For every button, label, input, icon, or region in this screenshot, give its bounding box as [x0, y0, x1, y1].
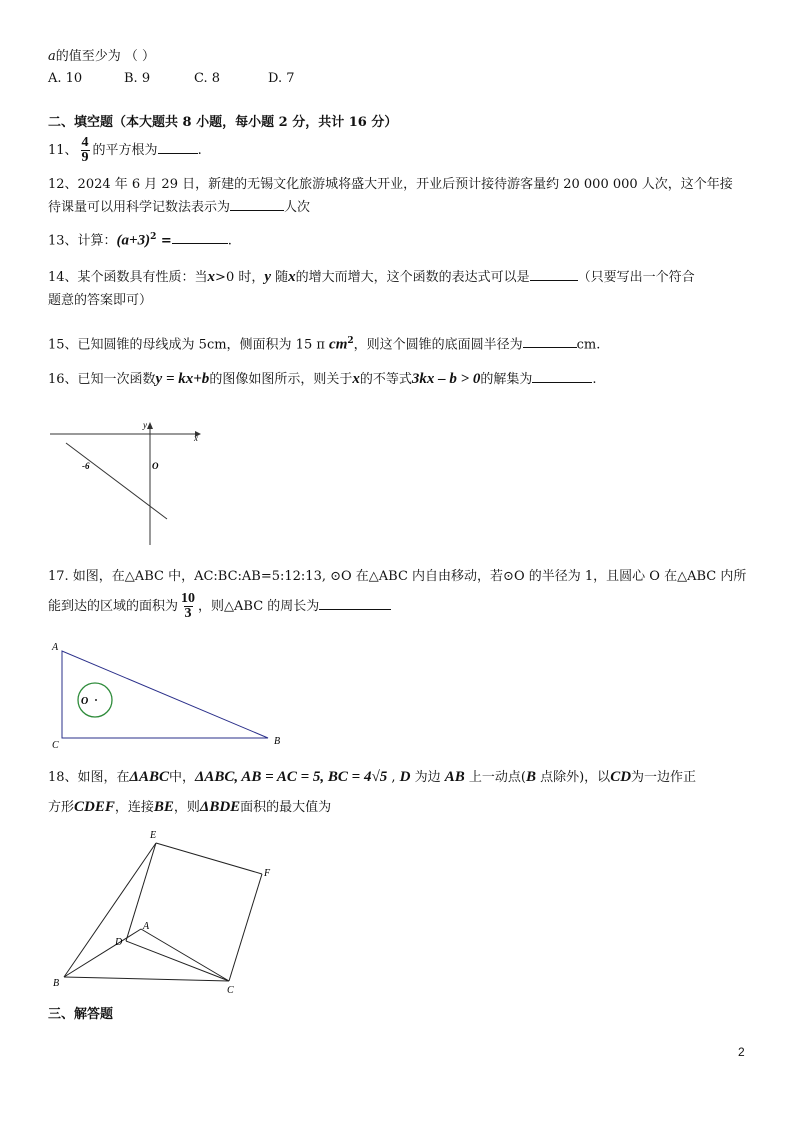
q18-cond: ΔABC, AB = AC = 5, BC = 4√5: [194, 769, 388, 785]
q18-label-d: D: [115, 937, 123, 948]
q10-var: a: [48, 49, 56, 64]
q18-p4: 为边: [410, 770, 445, 785]
q11-frac-num: 4: [81, 135, 89, 150]
q10-option-d: D. 7: [268, 71, 295, 86]
q18-tri1: ΔABC: [129, 769, 169, 785]
q15-unit: cm: [329, 336, 348, 353]
q12-line1: 12、2024 年 6 月 29 日，新建的无锡文化旅游城将盛大开业，开业后预计接待游客量约 20 000 000 人次，这个年接: [48, 177, 733, 192]
q16-p1: 16、已知一次函数: [48, 372, 156, 387]
q18-label-e: E: [150, 830, 157, 841]
q16-y-label: y: [143, 420, 147, 430]
q18-p3: ,: [387, 770, 400, 785]
q14-p3: 随: [271, 270, 289, 285]
q17-center-dot: [95, 699, 97, 701]
q12-line2-a: 待课量可以用科学记数法表示为: [48, 200, 231, 215]
q13-eq: =: [156, 233, 172, 249]
q14-x2: x: [288, 269, 296, 285]
q11-num: 11、: [48, 143, 78, 158]
q10-paren: （ ）: [124, 49, 156, 64]
q17-p1: 能到达的区域的面积为: [48, 599, 179, 614]
q16-y-arrow: [147, 422, 153, 429]
q16-dot: .: [592, 372, 597, 387]
q16-x-label: x: [194, 433, 198, 443]
q15-p3: cm.: [576, 337, 601, 353]
q18-label-f: F: [264, 868, 271, 879]
q17-fraction: [181, 592, 195, 621]
q18-geometry: [64, 843, 262, 981]
q16-p2: 的图像如图所示，则关于: [209, 372, 353, 387]
q17-label-c: C: [52, 740, 59, 751]
q17-triangle: [62, 651, 268, 738]
q18-line2: [48, 798, 331, 817]
q18-b: B: [525, 769, 536, 785]
q12-line2-b: 人次: [284, 200, 311, 215]
q17-line2: [48, 592, 391, 622]
q15-sup: 2: [347, 336, 354, 346]
q17-label-b: B: [274, 736, 281, 747]
q13-sup: 2: [150, 232, 157, 242]
q18-p6: 点除外)，以: [535, 770, 611, 785]
q17-frac-num: 10: [181, 591, 196, 606]
q18-cdef: CDEF: [74, 799, 115, 815]
q15-p2: ，则这个圆锥的底面圆半径为: [353, 337, 523, 353]
q18-p5: 上一动点(: [464, 770, 526, 785]
q11-text: 的平方根为: [92, 143, 158, 158]
q16-expr2: 3kx – b > 0: [411, 371, 481, 387]
q14-y: y: [264, 269, 272, 285]
q17-frac-den: 3: [184, 606, 192, 621]
q17-label-a: A: [52, 642, 59, 653]
q18-ab: AB: [444, 769, 465, 785]
q13-expr: (a+3): [116, 232, 151, 249]
q18-line1: [48, 768, 696, 787]
q16-intercept-label: -6: [82, 461, 90, 471]
q15-p1: 15、已知圆锥的母线成为 5cm，侧面积为 15 π: [48, 337, 330, 353]
q18-label-c: C: [227, 985, 234, 996]
section3-heading: 三、解答题: [48, 1007, 114, 1022]
q14-p5: （只要写出一个符合: [577, 270, 695, 285]
q13-dot: .: [227, 233, 232, 249]
section2-heading: 二、填空题（本大题共 8 小题，每小题 2 分，共计 16 分）: [48, 115, 398, 130]
q18-p7: 为一边作正: [631, 770, 697, 785]
q17-label-o: O: [81, 696, 89, 707]
q10-option-a: A. 10: [48, 71, 83, 86]
q16-p4: 的解集为: [480, 372, 533, 387]
q16-x: x: [352, 371, 360, 387]
q16-expr1: y = kx+b: [155, 371, 210, 387]
q10-option-b: B. 9: [124, 71, 151, 86]
q11-frac-den: 9: [81, 150, 89, 165]
q18-d: D: [399, 769, 411, 785]
q18-bde: ΔBDE: [199, 799, 241, 815]
q17-line1: 17. 如图，在△ABC 中，AC:BC:AB=5:12:13, ⊙O 在△ABC 内自由移动，若⊙O 的半径为 1，且圆心 O 在△ABC 内所: [48, 569, 747, 584]
q18-p1: 18、如图，在: [48, 770, 130, 785]
q17-p2: ，则△ABC 的周长为: [198, 599, 320, 614]
q13-num: 13、计算：: [48, 233, 117, 249]
q18-p2: 中，: [168, 770, 195, 785]
q18-label-a: A: [143, 921, 150, 932]
q16-origin-label: O: [152, 461, 159, 471]
q18-cd: CD: [610, 769, 632, 785]
page-number: 2: [738, 1045, 745, 1059]
q18-l2a: 方形: [48, 800, 75, 815]
q14-line2: 题意的答案即可）: [48, 293, 153, 308]
q18-l2d: 面积的最大值为: [240, 800, 332, 815]
q14-p2: >0 时，: [215, 270, 265, 285]
q16-p3: 的不等式: [359, 372, 412, 387]
q14-p1: 14、某个函数具有性质：当: [48, 270, 208, 285]
q16-line-graph: [66, 443, 167, 519]
q17-answer-blank[interactable]: [319, 597, 391, 610]
q10-option-c: C. 8: [194, 71, 221, 86]
q14-p4: 的增大而增大，这个函数的表达式可以是: [295, 270, 530, 285]
q18-be: BE: [153, 799, 174, 815]
q18-label-b: B: [53, 978, 60, 989]
q18-l2b: ，连接: [114, 800, 154, 815]
q18-l2c: ，则: [173, 800, 200, 815]
q10-stem-text: 的值至少为: [55, 49, 121, 64]
q14-x1: x: [207, 269, 216, 285]
q11-dot: .: [197, 143, 202, 158]
